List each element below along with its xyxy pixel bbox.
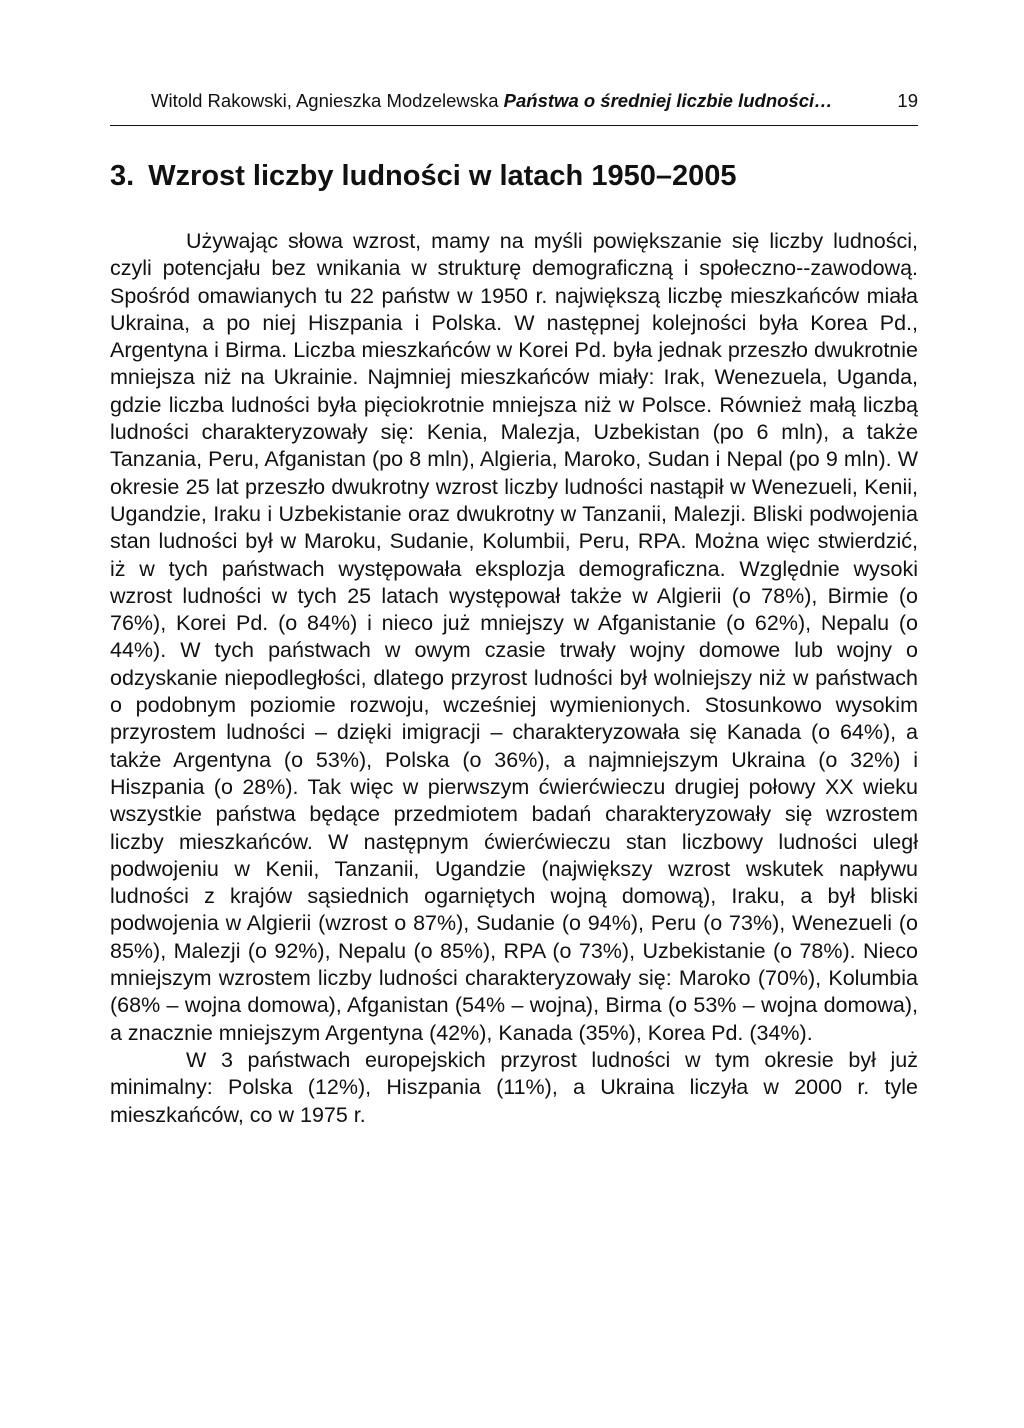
page-number: 19 — [897, 90, 918, 111]
header-book-title: Państwa o średniej liczbie ludności… — [503, 90, 833, 111]
header-divider — [110, 125, 918, 126]
section-title: Wzrost liczby ludności w latach 1950–2005 — [148, 160, 737, 192]
header-authors: Witold Rakowski, Agnieszka Modzelewska — [151, 90, 499, 111]
section-number: 3. — [110, 160, 135, 192]
running-header-authors-line — [151, 88, 833, 114]
body-text — [110, 228, 918, 1129]
paragraph: Używając słowa wzrost, mamy na myśli powiększanie się liczby ludności, czyli potencjału bez wnikania w strukturę demograficzną i społeczno--zawodową. Spośród omawianych tu 22 państw w 1950 r. największą liczbę mieszkańców miała Ukraina, a po niej Hiszpania i Polska. W następnej kolejności była Korea Pd., Argentyna i Birma. Liczba mieszkańców w Korei Pd. była jednak przeszło dwukrotnie mniejsza niż na Ukrainie. Najmniej mieszkańców miały: Irak, Wenezuela, Uganda, gdzie liczba ludności była pięciokrotnie mniejsza niż w Polsce. Również małą liczbą ludności charakteryzowały się: Kenia, Malezja, Uzbekistan (po 6 mln), a także Tanzania, Peru, Afganistan (po 8 mln), Algieria, Maroko, Sudan i Nepal (po 9 mln). W okresie 25 lat przeszło dwukrotny wzrost liczby ludności nastąpił w Wenezueli, Kenii, Ugandzie, Iraku i Uzbekistanie oraz dwukrotny w Tanzanii, Malezji. Bliski podwojenia stan ludności był w Maroku, Sudanie, Kolumbii, Peru, RPA. Można więc stwierdzić, iż w tych państwach występowała eksplozja demograficzna. Względnie wysoki wzrost ludności w tych 25 latach występował także w Algierii (o 78%), Birmie (o 76%), Korei Pd. (o 84%) i nieco już mniejszy w Afganistanie (o 62%), Nepalu (o 44%). W tych państwach w owym czasie trwały wojny domowe lub wojny o odzyskanie niepodległości, dlatego przyrost ludności był wolniejszy niż w państwach o podobnym poziomie rozwoju, wcześniej wymienionych. Stosunkowo wysokim przyrostem ludności – dzięki imigracji – charakteryzowała się Kanada (o 64%), a także Argentyna (o 53%), Polska (o 36%), a najmniejszym Ukraina (o 32%) i Hiszpania (o 28%). Tak więc w pierwszym ćwierćwieczu drugiej połowy XX wieku wszystkie państwa będące przedmiotem badań charakteryzowały się wzrostem liczby mieszkańców. W następnym ćwierćwieczu stan liczbowy ludności uległ podwojeniu w Kenii, Tanzanii, Ugandzie (największy wzrost wskutek napływu ludności z krajów sąsiednich ogarniętych wojną domową), Iraku, a był bliski podwojenia w Algierii (wzrost o 87%), Sudanie (o 94%), Peru (o 73%), Wenezueli (o 85%), Malezji (o 92%), Nepalu (o 85%), RPA (o 73%), Uzbekistanie (o 78%). Nieco mniejszym wzrostem liczby ludności charakteryzowały się: Maroko (70%), Kolumbia (68% – wojna domowa), Afganistan (54% – wojna), Birma (o 53% – wojna domowa), a znacznie mniejszym Argentyna (42%), Kanada (35%), Korea Pd. (34%). — [110, 229, 918, 1045]
running-header — [110, 88, 918, 118]
paragraph: W 3 państwach europejskich przyrost ludności w tym okresie był już minimalny: Polska (12%), Hiszpania (11%), a Ukraina liczyła w 2000 r. tyle mieszkańców, co w 1975 r. — [110, 1047, 918, 1127]
section-heading — [110, 156, 918, 196]
